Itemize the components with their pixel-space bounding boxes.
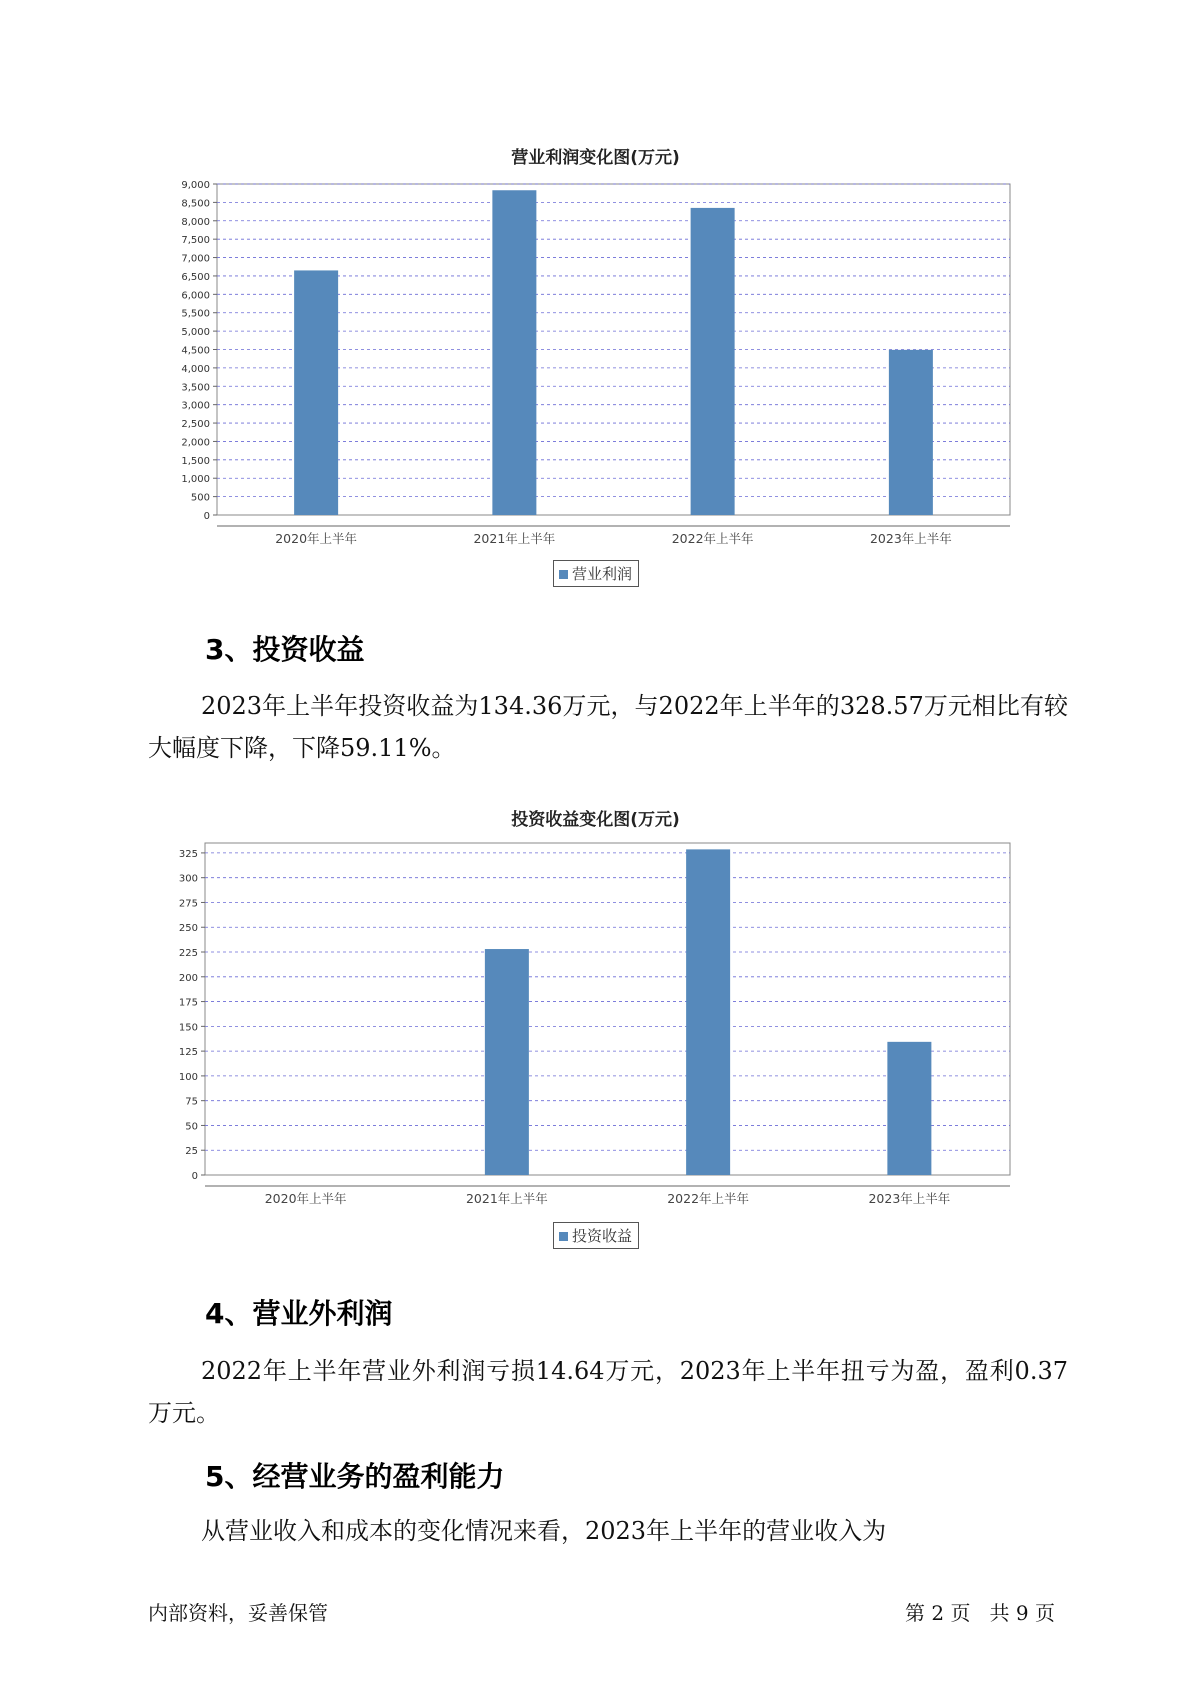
bar-2022年上半年: [691, 208, 735, 515]
chart-2-title: 投资收益变化图(万元): [511, 810, 680, 830]
y-tick-label: 500: [190, 492, 210, 504]
y-tick-label: 100: [178, 1071, 198, 1083]
x-tick-label: 2022年上半年: [671, 531, 754, 546]
section-5-heading: 5、经营业务的盈利能力: [205, 1460, 505, 1493]
x-tick-label: 2021年上半年: [465, 1191, 548, 1206]
bar-2021年上半年: [485, 949, 529, 1175]
y-tick-label: 3,500: [181, 382, 210, 394]
y-tick-label: 4,500: [181, 345, 210, 357]
x-tick-label: 2023年上半年: [868, 1191, 951, 1206]
y-tick-label: 250: [178, 923, 198, 935]
y-tick-label: 6,000: [181, 290, 210, 302]
y-tick-label: 300: [178, 873, 198, 885]
y-tick-label: 0: [191, 1171, 198, 1182]
x-tick-label: 2023年上半年: [869, 531, 952, 546]
y-tick-label: 9,000: [181, 180, 210, 191]
x-tick-label: 2022年上半年: [667, 1191, 750, 1206]
footer-confidential: 内部资料，妥善保管: [148, 1601, 328, 1625]
y-tick-label: 2,000: [181, 437, 210, 449]
bar-2022年上半年: [686, 849, 730, 1175]
x-tick-label: 2021年上半年: [473, 531, 556, 546]
y-tick-label: 225: [178, 948, 198, 960]
y-tick-label: 150: [178, 1022, 198, 1034]
bar-2021年上半年: [492, 190, 536, 515]
y-tick-label: 1,000: [181, 474, 210, 486]
chart-1-legend-label: 营业利润: [572, 565, 633, 583]
bar-2023年上半年: [887, 1042, 931, 1175]
chart-2-legend: [553, 1222, 639, 1249]
chart-2-legend-label: 投资收益: [572, 1227, 633, 1245]
y-tick-label: 3,000: [181, 400, 210, 412]
y-tick-label: 125: [178, 1047, 198, 1059]
legend-swatch: [559, 570, 568, 579]
y-tick-label: 8,000: [181, 216, 210, 228]
section-4-paragraph: 2022年上半年营业外利润亏损14.64万元，2023年上半年扭亏为盈，盈利0.37万元。: [148, 1357, 1068, 1427]
legend-swatch: [559, 1232, 568, 1241]
y-tick-label: 0: [203, 511, 210, 522]
y-tick-label: 6,500: [181, 271, 210, 283]
section-3-paragraph: 2023年上半年投资收益为134.36万元，与2022年上半年的328.57万元相比有较大幅度下降，下降59.11%。: [148, 692, 1068, 762]
footer-page-number: 第 2 页 共 9 页: [905, 1601, 1055, 1625]
bar-2023年上半年: [889, 350, 933, 515]
y-tick-label: 4,000: [181, 363, 210, 375]
chart-1-title: 营业利润变化图(万元): [511, 148, 680, 168]
y-tick-label: 7,500: [181, 235, 210, 247]
section-5-paragraph: 从营业收入和成本的变化情况来看，2023年上半年的营业收入为: [201, 1517, 887, 1545]
y-tick-label: 325: [178, 848, 198, 860]
y-tick-label: 2,500: [181, 419, 210, 431]
y-tick-label: 75: [185, 1096, 198, 1108]
y-tick-label: 175: [178, 997, 198, 1009]
y-tick-label: 200: [178, 972, 198, 984]
chart-1-legend: [553, 560, 639, 587]
section-4-heading: 4、营业外利润: [205, 1297, 393, 1330]
y-tick-label: 275: [178, 898, 198, 910]
y-tick-label: 7,000: [181, 253, 210, 265]
chart-2-investment-income: [0, 833, 1191, 1213]
bar-2020年上半年: [294, 270, 338, 515]
y-tick-label: 25: [185, 1146, 198, 1158]
section-3-heading: 3、投资收益: [205, 633, 365, 666]
y-tick-label: 5,000: [181, 327, 210, 339]
x-tick-label: 2020年上半年: [275, 531, 358, 546]
y-tick-label: 5,500: [181, 308, 210, 320]
x-tick-label: 2020年上半年: [264, 1191, 347, 1206]
y-tick-label: 50: [185, 1121, 198, 1133]
y-tick-label: 8,500: [181, 198, 210, 210]
y-tick-label: 1,500: [181, 455, 210, 467]
chart-1-operating-profit: [0, 170, 1191, 550]
